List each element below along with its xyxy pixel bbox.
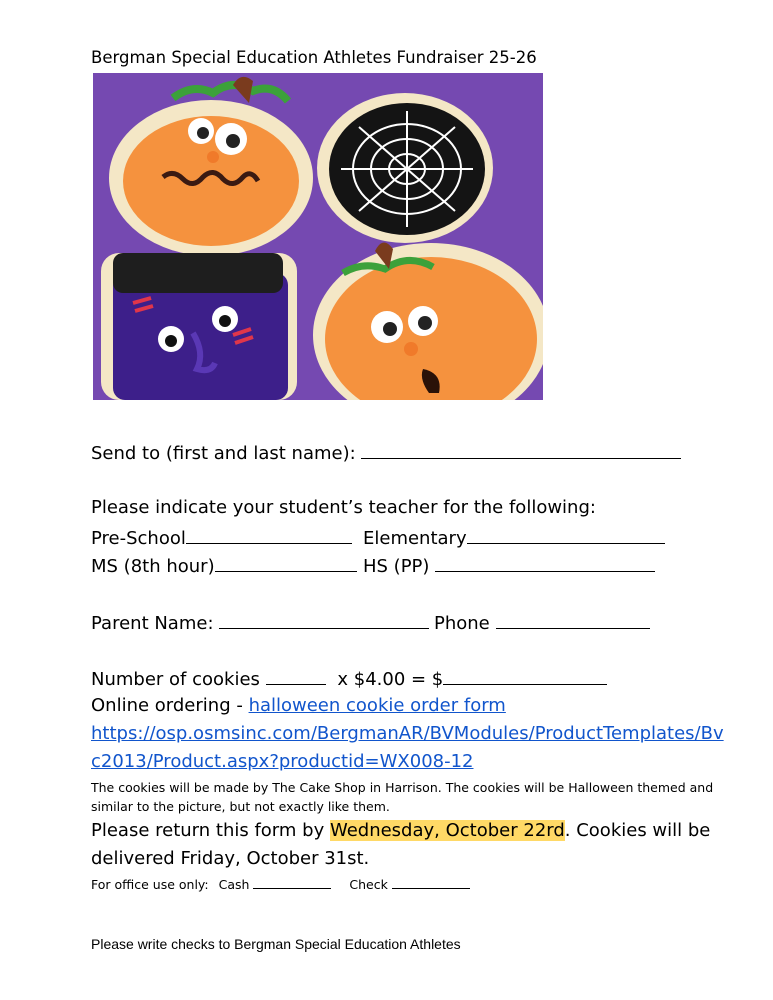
- check-field[interactable]: [392, 876, 470, 889]
- elementary-field[interactable]: [467, 525, 665, 544]
- online-label: Online ordering -: [91, 695, 249, 716]
- cash-label: Cash: [218, 877, 250, 892]
- send-to-row: [91, 440, 681, 464]
- phone-label: Phone: [434, 613, 490, 634]
- parent-field[interactable]: [219, 610, 429, 629]
- total-field[interactable]: [443, 666, 607, 685]
- delivery-text: delivered Friday, October 31st.: [91, 848, 370, 869]
- cookies-quantity-field[interactable]: [266, 666, 326, 685]
- preschool-field[interactable]: [186, 525, 352, 544]
- cookies-label: Number of cookies: [91, 669, 260, 690]
- hs-row: [363, 553, 655, 577]
- order-url-line-1[interactable]: https://osp.osmsinc.com/BergmanAR/BVModules/ProductTemplates/Bv: [91, 723, 724, 744]
- order-form-link[interactable]: halloween cookie order form: [248, 695, 506, 716]
- parent-row: [91, 610, 429, 634]
- return-date-highlight: Wednesday, October 22rd: [329, 820, 565, 841]
- halloween-cookies-photo: [93, 73, 543, 400]
- elementary-label: Elementary: [363, 528, 467, 549]
- online-ordering-row: [91, 695, 506, 716]
- ms-row: [91, 553, 357, 577]
- check-label: Check: [349, 877, 388, 892]
- cash-field[interactable]: [253, 876, 331, 889]
- parent-label: Parent Name:: [91, 613, 214, 634]
- cookies-row: [91, 666, 607, 690]
- hs-field[interactable]: [435, 553, 655, 572]
- footer-note: Please write checks to Bergman Special Education Athletes: [91, 936, 461, 952]
- send-to-label: Send to (first and last name):: [91, 443, 356, 464]
- page-title: Bergman Special Education Athletes Fundraiser 25-26: [91, 48, 537, 67]
- order-url-line-2[interactable]: c2013/Product.aspx?productid=WX008-12: [91, 751, 474, 772]
- ms-label: MS (8th hour): [91, 556, 215, 577]
- elementary-row: [363, 525, 665, 549]
- return-prefix: Please return this form by: [91, 820, 330, 841]
- return-row: [91, 820, 710, 841]
- office-label: For office use only:: [91, 877, 209, 892]
- note-line-2: similar to the picture, but not exactly like them.: [91, 799, 390, 814]
- office-use-row: [91, 876, 470, 892]
- return-suffix: . Cookies will be: [564, 820, 711, 841]
- preschool-label: Pre-School: [91, 528, 186, 549]
- teacher-prompt: Please indicate your student’s teacher for the following:: [91, 497, 596, 518]
- note-line-1: The cookies will be made by The Cake Shop in Harrison. The cookies will be Halloween themed and: [91, 780, 714, 795]
- phone-field[interactable]: [496, 610, 650, 629]
- price-text: x $4.00 = $: [337, 669, 444, 690]
- phone-row: [434, 610, 650, 634]
- ms-field[interactable]: [215, 553, 357, 572]
- preschool-row: [91, 525, 352, 549]
- hs-label: HS (PP): [363, 556, 430, 577]
- send-to-field[interactable]: [361, 440, 681, 459]
